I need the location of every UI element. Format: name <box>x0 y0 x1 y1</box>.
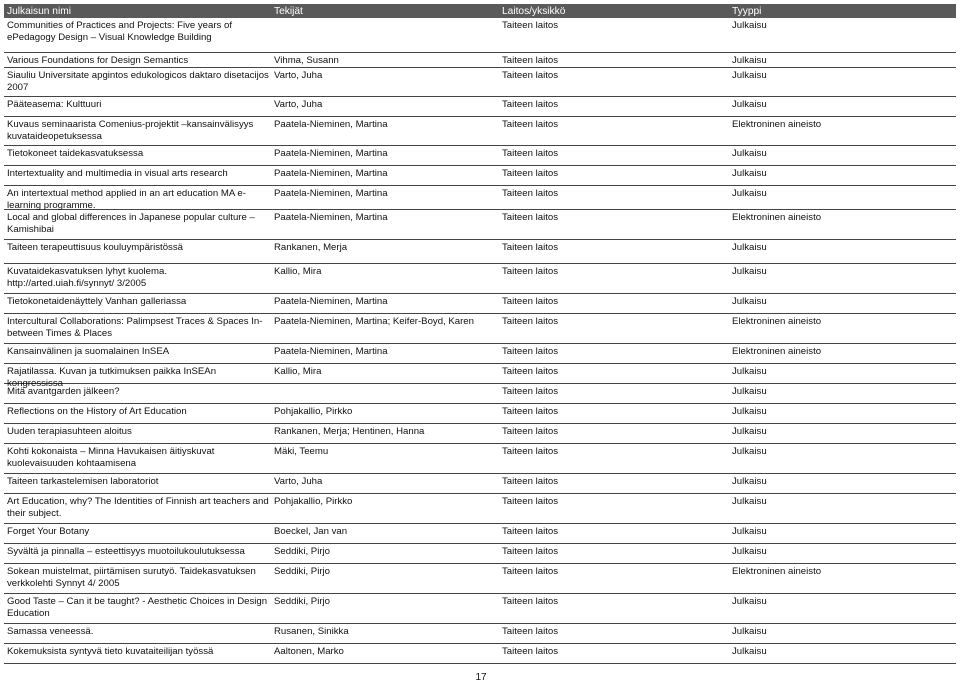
publication-department: Taiteen laitos <box>502 626 558 637</box>
table-row <box>4 314 956 344</box>
publication-type: Julkaisu <box>732 168 767 179</box>
publication-department: Taiteen laitos <box>502 346 558 357</box>
publication-authors: Kallio, Mira <box>274 366 322 377</box>
table-row <box>4 166 956 186</box>
publication-type: Julkaisu <box>732 646 767 657</box>
publication-department: Taiteen laitos <box>502 212 558 223</box>
publication-department: Taiteen laitos <box>502 119 558 130</box>
publication-department: Taiteen laitos <box>502 20 558 31</box>
publication-authors: Seddiki, Pirjo <box>274 566 330 577</box>
table-row <box>4 624 956 644</box>
publication-authors: Paatela-Nieminen, Martina <box>274 212 388 223</box>
publication-authors: Varto, Juha <box>274 99 323 110</box>
table-row <box>4 264 956 294</box>
publication-authors: Kallio, Mira <box>274 266 322 277</box>
publication-authors: Paatela-Nieminen, Martina <box>274 168 388 179</box>
publication-department: Taiteen laitos <box>502 366 558 377</box>
table-row <box>4 210 956 240</box>
publication-type: Julkaisu <box>732 99 767 110</box>
publication-type: Julkaisu <box>732 626 767 637</box>
table-row <box>4 294 956 314</box>
table-row <box>4 53 956 68</box>
publication-name: Syvältä ja pinnalla – esteettisyys muotoilukoulutuksessa <box>7 546 245 557</box>
publication-department: Taiteen laitos <box>502 168 558 179</box>
publication-department: Taiteen laitos <box>502 99 558 110</box>
publication-name: Pääteasema: Kulttuuri <box>7 99 102 110</box>
publication-department: Taiteen laitos <box>502 406 558 417</box>
column-header-publication-name: Julkaisun nimi <box>7 6 71 17</box>
publication-type: Julkaisu <box>732 20 767 31</box>
publication-authors: Rankanen, Merja <box>274 242 348 253</box>
publication-authors: Mäki, Teemu <box>274 446 329 457</box>
publication-name: Reflections on the History of Art Education <box>7 406 187 417</box>
publication-department: Taiteen laitos <box>502 296 558 307</box>
publication-department: Taiteen laitos <box>502 55 558 66</box>
publication-type: Elektroninen aineisto <box>732 346 822 357</box>
table-row <box>4 474 956 494</box>
publication-type: Julkaisu <box>732 496 767 507</box>
publication-type: Julkaisu <box>732 526 767 537</box>
publication-type: Julkaisu <box>732 596 767 607</box>
table-row <box>4 594 956 624</box>
table-row <box>4 344 956 364</box>
publication-department: Taiteen laitos <box>502 596 558 607</box>
publication-name: Kohti kokonaista – Minna Havukaisen äitiyskuvat kuolevaisuuden kohtaamisena <box>7 446 215 469</box>
table-row <box>4 444 956 474</box>
publication-department: Taiteen laitos <box>502 476 558 487</box>
column-header-department: Laitos/yksikkö <box>502 6 566 17</box>
table-row <box>4 524 956 544</box>
table-row <box>4 564 956 594</box>
publication-authors: Varto, Juha <box>274 476 323 487</box>
publication-name: Siauliu Universitate apgintos edukologicos daktaro disetacijos 2007 <box>7 70 269 93</box>
publication-type: Julkaisu <box>732 266 767 277</box>
publication-name: Kokemuksista syntyvä tieto kuvataiteilijan työssä <box>7 646 214 657</box>
publication-authors: Paatela-Nieminen, Martina <box>274 188 388 199</box>
publication-name: Tietokonetaidenäyttely Vanhan galleriassa <box>7 296 187 307</box>
publication-name: Good Taste – Can it be taught? - Aesthetic Choices in Design Education <box>7 596 268 619</box>
publication-authors: Aaltonen, Marko <box>274 646 344 657</box>
publication-name: Uuden terapiasuhteen aloitus <box>7 426 132 437</box>
table-row <box>4 186 956 210</box>
publication-type: Elektroninen aineisto <box>732 566 822 577</box>
publication-department: Taiteen laitos <box>502 266 558 277</box>
publication-type: Julkaisu <box>732 55 767 66</box>
publication-name: Mitä avantgarden jälkeen? <box>7 386 120 397</box>
column-header-authors: Tekijät <box>274 6 303 17</box>
publication-type: Julkaisu <box>732 148 767 159</box>
publication-type: Julkaisu <box>732 366 767 377</box>
publication-department: Taiteen laitos <box>502 386 558 397</box>
publication-name: An intertextual method applied in an art education MA e-learning programme. <box>7 188 246 211</box>
publication-authors: Seddiki, Pirjo <box>274 596 330 607</box>
publication-authors: Paatela-Nieminen, Martina <box>274 148 388 159</box>
publication-department: Taiteen laitos <box>502 646 558 657</box>
publication-type: Julkaisu <box>732 426 767 437</box>
table-row <box>4 68 956 97</box>
table-row <box>4 18 956 53</box>
table-row <box>4 644 956 664</box>
publication-department: Taiteen laitos <box>502 316 558 327</box>
publication-authors: Rankanen, Merja; Hentinen, Hanna <box>274 426 425 437</box>
publication-department: Taiteen laitos <box>502 526 558 537</box>
publication-department: Taiteen laitos <box>502 188 558 199</box>
publication-name: Intercultural Collaborations: Palimpsest Traces & Spaces In-between Times & Places <box>7 316 263 339</box>
publication-name: Rajatilassa. Kuvan ja tutkimuksen paikka InSEAn kongressissa <box>7 366 217 389</box>
publication-name: Samassa veneessä. <box>7 626 94 637</box>
table-row <box>4 494 956 524</box>
publication-name: Taiteen terapeuttisuus kouluympäristössä <box>7 242 183 253</box>
page-number: 17 <box>475 672 487 683</box>
publication-authors: Seddiki, Pirjo <box>274 546 330 557</box>
publication-type: Julkaisu <box>732 242 767 253</box>
table-row <box>4 240 956 264</box>
publication-name: Various Foundations for Design Semantics <box>7 55 189 66</box>
publication-name: Art Education, why? The Identities of Finnish art teachers and their subject. <box>7 496 269 519</box>
publication-department: Taiteen laitos <box>502 70 558 81</box>
publication-department: Taiteen laitos <box>502 242 558 253</box>
publication-name: Communities of Practices and Projects: Five years of ePedagogy Design – Visual Knowledge Building <box>7 20 233 43</box>
publication-name: Local and global differences in Japanese popular culture – Kamishibai <box>7 212 255 235</box>
publication-type: Julkaisu <box>732 406 767 417</box>
publication-department: Taiteen laitos <box>502 446 558 457</box>
publication-name: Intertextuality and multimedia in visual arts research <box>7 168 228 179</box>
publication-name: Kuvataidekasvatuksen lyhyt kuolema. http://arted.uiah.fi/synnyt/ 3/2005 <box>7 266 167 289</box>
publication-type: Julkaisu <box>732 188 767 199</box>
publication-department: Taiteen laitos <box>502 496 558 507</box>
publication-authors: Boeckel, Jan van <box>274 526 348 537</box>
publication-type: Julkaisu <box>732 546 767 557</box>
publication-authors: Paatela-Nieminen, Martina <box>274 346 388 357</box>
publication-authors: Rusanen, Sinikka <box>274 626 349 637</box>
publication-department: Taiteen laitos <box>502 426 558 437</box>
publication-type: Elektroninen aineisto <box>732 316 822 327</box>
publication-type: Elektroninen aineisto <box>732 212 822 223</box>
table-row <box>4 97 956 117</box>
publication-authors: Varto, Juha <box>274 70 323 81</box>
publication-authors: Pohjakallio, Pirkko <box>274 496 353 507</box>
publication-type: Julkaisu <box>732 296 767 307</box>
publication-name: Forget Your Botany <box>7 526 90 537</box>
publication-authors: Paatela-Nieminen, Martina <box>274 296 388 307</box>
publication-type: Julkaisu <box>732 476 767 487</box>
table-row <box>4 544 956 564</box>
table-row <box>4 146 956 166</box>
publication-name: Kansainvälinen ja suomalainen InSEA <box>7 346 170 357</box>
table-row <box>4 384 956 404</box>
table-header <box>4 4 956 18</box>
publication-authors: Pohjakallio, Pirkko <box>274 406 353 417</box>
publication-type: Julkaisu <box>732 446 767 457</box>
publication-type: Elektroninen aineisto <box>732 119 822 130</box>
publication-department: Taiteen laitos <box>502 566 558 577</box>
publication-name: Sokean muistelmat, piirtämisen surutyö. Taidekasvatuksen verkkolehti Synnyt 4/ 2005 <box>7 566 256 589</box>
table-row <box>4 404 956 424</box>
publication-name: Tietokoneet taidekasvatuksessa <box>7 148 144 159</box>
publication-authors: Paatela-Nieminen, Martina <box>274 119 388 130</box>
publication-authors: Vihma, Susann <box>274 55 339 66</box>
publication-authors: Paatela-Nieminen, Martina; Keifer-Boyd, Karen <box>274 316 474 327</box>
publication-department: Taiteen laitos <box>502 148 558 159</box>
publication-name: Taiteen tarkastelemisen laboratoriot <box>7 476 159 487</box>
table-row <box>4 364 956 389</box>
publication-name: Kuvaus seminaarista Comenius-projektit –kansainvälisyys kuvataideopetuksessa <box>7 119 254 142</box>
table-row <box>4 424 956 444</box>
publication-department: Taiteen laitos <box>502 546 558 557</box>
publication-type: Julkaisu <box>732 386 767 397</box>
column-header-type: Tyyppi <box>732 6 762 17</box>
publication-type: Julkaisu <box>732 70 767 81</box>
table-row <box>4 117 956 146</box>
